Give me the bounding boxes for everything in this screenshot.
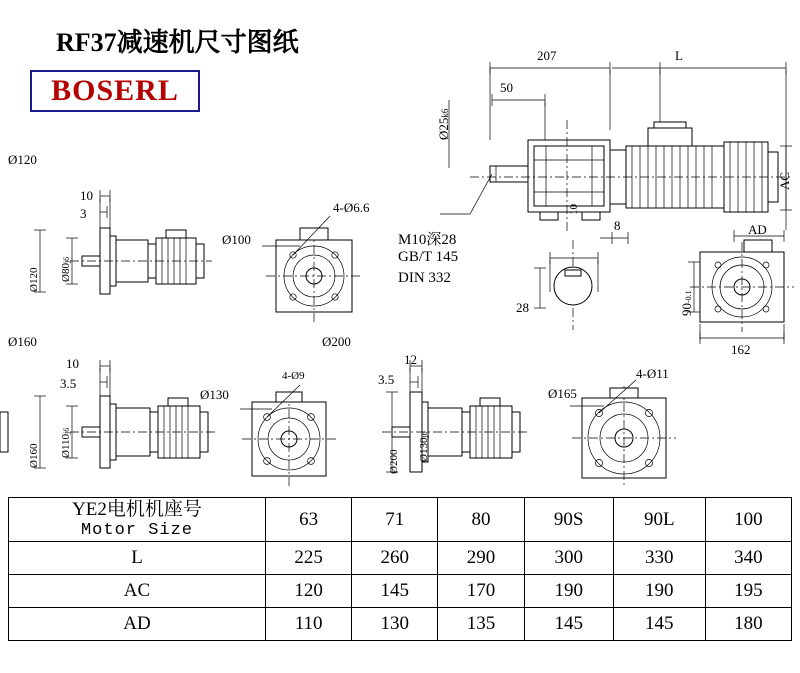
cell-AC-63: 120 [266,575,352,608]
dim-10-a: 10 [80,188,93,203]
dim-12-c: 12 [404,352,417,367]
cell-L-100: 340 [705,542,791,575]
table-col-1: 63 [266,498,352,542]
cell-AC-100: 195 [705,575,791,608]
row-label-AD: AD [9,608,266,641]
cell-AD-90L: 145 [613,608,705,641]
note-thread-1: M10深28 [398,232,457,248]
dim-shaft-dia-sub: k6 [440,108,450,118]
dim-90-sub: -0.1 [684,290,693,303]
table-header-label [9,498,266,542]
note-thread-3: DIN 332 [398,270,451,286]
table-row [9,575,792,608]
dim-holes-4x9: 4-Ø9 [282,370,305,382]
dim-flange-200-outer: Ø200 [322,334,351,349]
dim-holes-4x6-6: 4-Ø6.6 [333,200,370,215]
cell-L-71: 260 [352,542,438,575]
cell-AC-90S: 190 [524,575,613,608]
cell-AD-80: 135 [438,608,524,641]
dim-3-5-b: 3.5 [60,376,77,391]
cell-AC-71: 145 [352,575,438,608]
dim-flange-80-sub: j6 [62,256,71,264]
cell-L-90L: 330 [613,542,705,575]
row-label-AC: AC [9,575,266,608]
dim-flange-130: Ø130j6 [418,431,430,462]
dim-8: 8 [614,218,621,233]
cell-AD-100: 180 [705,608,791,641]
table-col-4: 90S [524,498,613,542]
cell-AC-90L: 190 [613,575,705,608]
page-title: RF37减速机尺寸图纸 [56,28,299,57]
row-label-L: L [9,542,266,575]
dim-162: 162 [731,342,751,357]
dim-3-5-c: 3.5 [378,372,395,387]
table-col-6: 100 [705,498,791,542]
cell-L-90S: 300 [524,542,613,575]
cell-AC-80: 170 [438,575,524,608]
dim-dia-165: Ø165 [548,386,577,401]
table-header-label-cn: YE2电机机座号 [72,499,202,520]
table-row [9,542,792,575]
dim-50: 50 [500,80,513,95]
dim-flange-110: Ø110j6 [60,427,72,458]
cell-AD-90S: 145 [524,608,613,641]
dim-10-b: 10 [66,356,79,371]
table-col-3: 80 [438,498,524,542]
dim-flange-130-sub: j6 [420,431,429,438]
dim-10-center: 10 [568,204,580,215]
cell-AD-71: 130 [352,608,438,641]
table-col-5: 90L [613,498,705,542]
dim-flange-80: Ø80j6 [60,256,72,282]
label-AC: AC [777,171,792,190]
dim-holes-4x11: 4-Ø11 [636,366,669,381]
dim-flange-160-outer: Ø160 [8,334,37,349]
table-col-2: 71 [352,498,438,542]
dim-flange-160-inner: Ø160 [28,443,40,468]
table-row-header [9,498,792,542]
dim-L: L [675,48,683,63]
dim-90: 90-0.1 [679,290,694,316]
label-AD: AD [748,222,767,237]
table-row [9,608,792,641]
cell-L-80: 290 [438,542,524,575]
brand-logo-text: BOSERL [51,74,179,107]
dim-dia-130: Ø130 [200,387,229,402]
dim-28: 28 [516,300,529,315]
dim-dia-100: Ø100 [222,232,251,247]
dim-flange-120-outer: Ø120 [8,152,37,167]
cell-AD-63: 110 [266,608,352,641]
dim-flange-200-inner: Ø200 [388,449,400,474]
dim-3-a: 3 [80,206,87,221]
note-thread-2: GB/T 145 [398,249,459,265]
dim-flange-110-sub: j6 [62,427,71,434]
dim-207: 207 [537,48,557,63]
cell-L-63: 225 [266,542,352,575]
dim-shaft-dia: Ø25k6 [436,108,451,140]
dim-flange-120-inner: Ø120 [28,267,40,292]
table-header-label-en: Motor Size [80,520,194,540]
table-body [9,498,792,641]
motor-size-table [8,497,792,641]
